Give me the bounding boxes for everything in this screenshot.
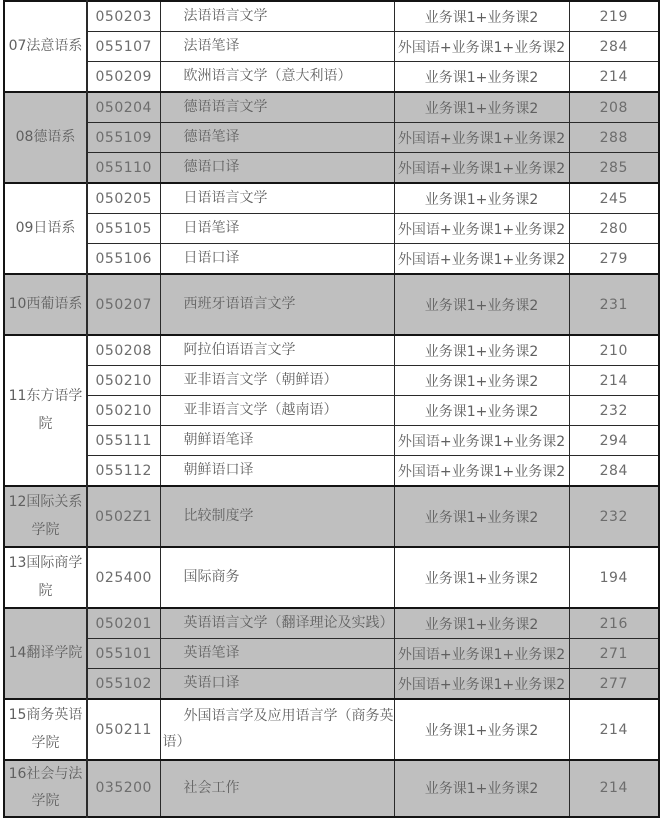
program-cell: 英语笔译	[160, 639, 394, 669]
subjects-cell: 业务课1+业务课2	[394, 608, 569, 639]
score-cell: 214	[569, 366, 659, 396]
code-cell: 055109	[87, 123, 160, 153]
program-cell: 外国语言学及应用语言学（商务英语）	[160, 699, 394, 760]
code-cell: 050203	[87, 1, 160, 32]
table-row	[4, 760, 659, 817]
subjects-cell: 外国语+业务课1+业务课2	[394, 456, 569, 487]
program-cell: 英语口译	[160, 669, 394, 700]
code-cell: 050205	[87, 183, 160, 214]
code-cell: 055102	[87, 669, 160, 700]
score-cell: 214	[569, 62, 659, 93]
program-cell: 日语口译	[160, 244, 394, 275]
code-cell: 050211	[87, 699, 160, 760]
program-cell: 朝鲜语笔译	[160, 426, 394, 456]
program-cell: 德语口译	[160, 153, 394, 184]
score-cell: 194	[569, 547, 659, 608]
subjects-cell: 外国语+业务课1+业务课2	[394, 639, 569, 669]
score-cell: 214	[569, 699, 659, 760]
table-row	[4, 274, 659, 335]
program-cell: 阿拉伯语语言文学	[160, 335, 394, 366]
table-row	[4, 669, 659, 700]
code-cell: 055101	[87, 639, 160, 669]
table-row	[4, 123, 659, 153]
score-cell: 280	[569, 214, 659, 244]
subjects-cell: 外国语+业务课1+业务课2	[394, 426, 569, 456]
score-cell: 277	[569, 669, 659, 700]
subjects-cell: 外国语+业务课1+业务课2	[394, 244, 569, 275]
table-row	[4, 639, 659, 669]
program-cell: 亚非语言文学（越南语）	[160, 396, 394, 426]
subjects-cell: 业务课1+业务课2	[394, 62, 569, 93]
subjects-cell: 业务课1+业务课2	[394, 92, 569, 123]
table-row	[4, 62, 659, 93]
program-cell: 英语语言文学（翻译理论及实践）	[160, 608, 394, 639]
program-cell: 比较制度学	[160, 486, 394, 547]
program-cell: 德语笔译	[160, 123, 394, 153]
department-cell: 15商务英语学院	[4, 699, 87, 760]
subjects-cell: 外国语+业务课1+业务课2	[394, 214, 569, 244]
program-cell: 亚非语言文学（朝鲜语）	[160, 366, 394, 396]
table-row	[4, 608, 659, 639]
code-cell: 055105	[87, 214, 160, 244]
code-cell: 050209	[87, 62, 160, 93]
code-cell: 055106	[87, 244, 160, 275]
department-cell: 09日语系	[4, 183, 87, 274]
subjects-cell: 外国语+业务课1+业务课2	[394, 123, 569, 153]
department-cell: 16社会与法学院	[4, 760, 87, 817]
score-cell: 284	[569, 456, 659, 487]
program-cell: 日语笔译	[160, 214, 394, 244]
program-cell: 法语笔译	[160, 32, 394, 62]
code-cell: 055111	[87, 426, 160, 456]
subjects-cell: 外国语+业务课1+业务课2	[394, 153, 569, 184]
subjects-cell: 外国语+业务课1+业务课2	[394, 669, 569, 700]
subjects-cell: 业务课1+业务课2	[394, 1, 569, 32]
table-row	[4, 153, 659, 184]
subjects-cell: 业务课1+业务课2	[394, 547, 569, 608]
score-cell: 279	[569, 244, 659, 275]
score-cell: 214	[569, 760, 659, 817]
score-cell: 284	[569, 32, 659, 62]
table-row	[4, 1, 659, 32]
score-cell: 210	[569, 335, 659, 366]
table-row	[4, 244, 659, 275]
department-cell: 07法意语系	[4, 1, 87, 92]
subjects-cell: 业务课1+业务课2	[394, 274, 569, 335]
score-cell: 288	[569, 123, 659, 153]
table-row	[4, 547, 659, 608]
program-cell: 西班牙语语言文学	[160, 274, 394, 335]
table-row	[4, 335, 659, 366]
program-cell: 德语语言文学	[160, 92, 394, 123]
code-cell: 055112	[87, 456, 160, 487]
table-row	[4, 214, 659, 244]
table-row	[4, 92, 659, 123]
code-cell: 035200	[87, 760, 160, 817]
score-cell: 216	[569, 608, 659, 639]
score-cell: 219	[569, 1, 659, 32]
score-cell: 232	[569, 486, 659, 547]
code-cell: 050210	[87, 396, 160, 426]
score-cell: 245	[569, 183, 659, 214]
code-cell: 0502Z1	[87, 486, 160, 547]
table-row	[4, 699, 659, 760]
code-cell: 050204	[87, 92, 160, 123]
program-cell: 朝鲜语口译	[160, 456, 394, 487]
program-cell: 欧洲语言文学（意大利语）	[160, 62, 394, 93]
subjects-cell: 业务课1+业务课2	[394, 335, 569, 366]
department-cell: 12国际关系学院	[4, 486, 87, 547]
code-cell: 050201	[87, 608, 160, 639]
score-cell: 271	[569, 639, 659, 669]
table-row	[4, 486, 659, 547]
subjects-cell: 业务课1+业务课2	[394, 486, 569, 547]
code-cell: 050210	[87, 366, 160, 396]
score-cell: 208	[569, 92, 659, 123]
subjects-cell: 外国语+业务课1+业务课2	[394, 32, 569, 62]
score-cell: 285	[569, 153, 659, 184]
code-cell: 025400	[87, 547, 160, 608]
score-cell: 231	[569, 274, 659, 335]
department-cell: 13国际商学院	[4, 547, 87, 608]
code-cell: 055107	[87, 32, 160, 62]
program-cell: 社会工作	[160, 760, 394, 817]
subjects-cell: 业务课1+业务课2	[394, 699, 569, 760]
subjects-cell: 业务课1+业务课2	[394, 183, 569, 214]
subjects-cell: 业务课1+业务课2	[394, 396, 569, 426]
table-row	[4, 366, 659, 396]
subjects-cell: 业务课1+业务课2	[394, 760, 569, 817]
department-cell: 10西葡语系	[4, 274, 87, 335]
table-row	[4, 183, 659, 214]
program-cell: 日语语言文学	[160, 183, 394, 214]
subjects-cell: 业务课1+业务课2	[394, 366, 569, 396]
department-cell: 08德语系	[4, 92, 87, 183]
program-cell: 国际商务	[160, 547, 394, 608]
admission-score-table	[3, 0, 660, 818]
table-row	[4, 426, 659, 456]
department-cell: 14翻译学院	[4, 608, 87, 699]
code-cell: 055110	[87, 153, 160, 184]
table-row	[4, 456, 659, 487]
code-cell: 050207	[87, 274, 160, 335]
table-row	[4, 396, 659, 426]
code-cell: 050208	[87, 335, 160, 366]
score-table-body	[4, 1, 659, 817]
score-cell: 294	[569, 426, 659, 456]
program-cell: 法语语言文学	[160, 1, 394, 32]
department-cell: 11东方语学院	[4, 335, 87, 486]
table-row	[4, 32, 659, 62]
score-cell: 232	[569, 396, 659, 426]
